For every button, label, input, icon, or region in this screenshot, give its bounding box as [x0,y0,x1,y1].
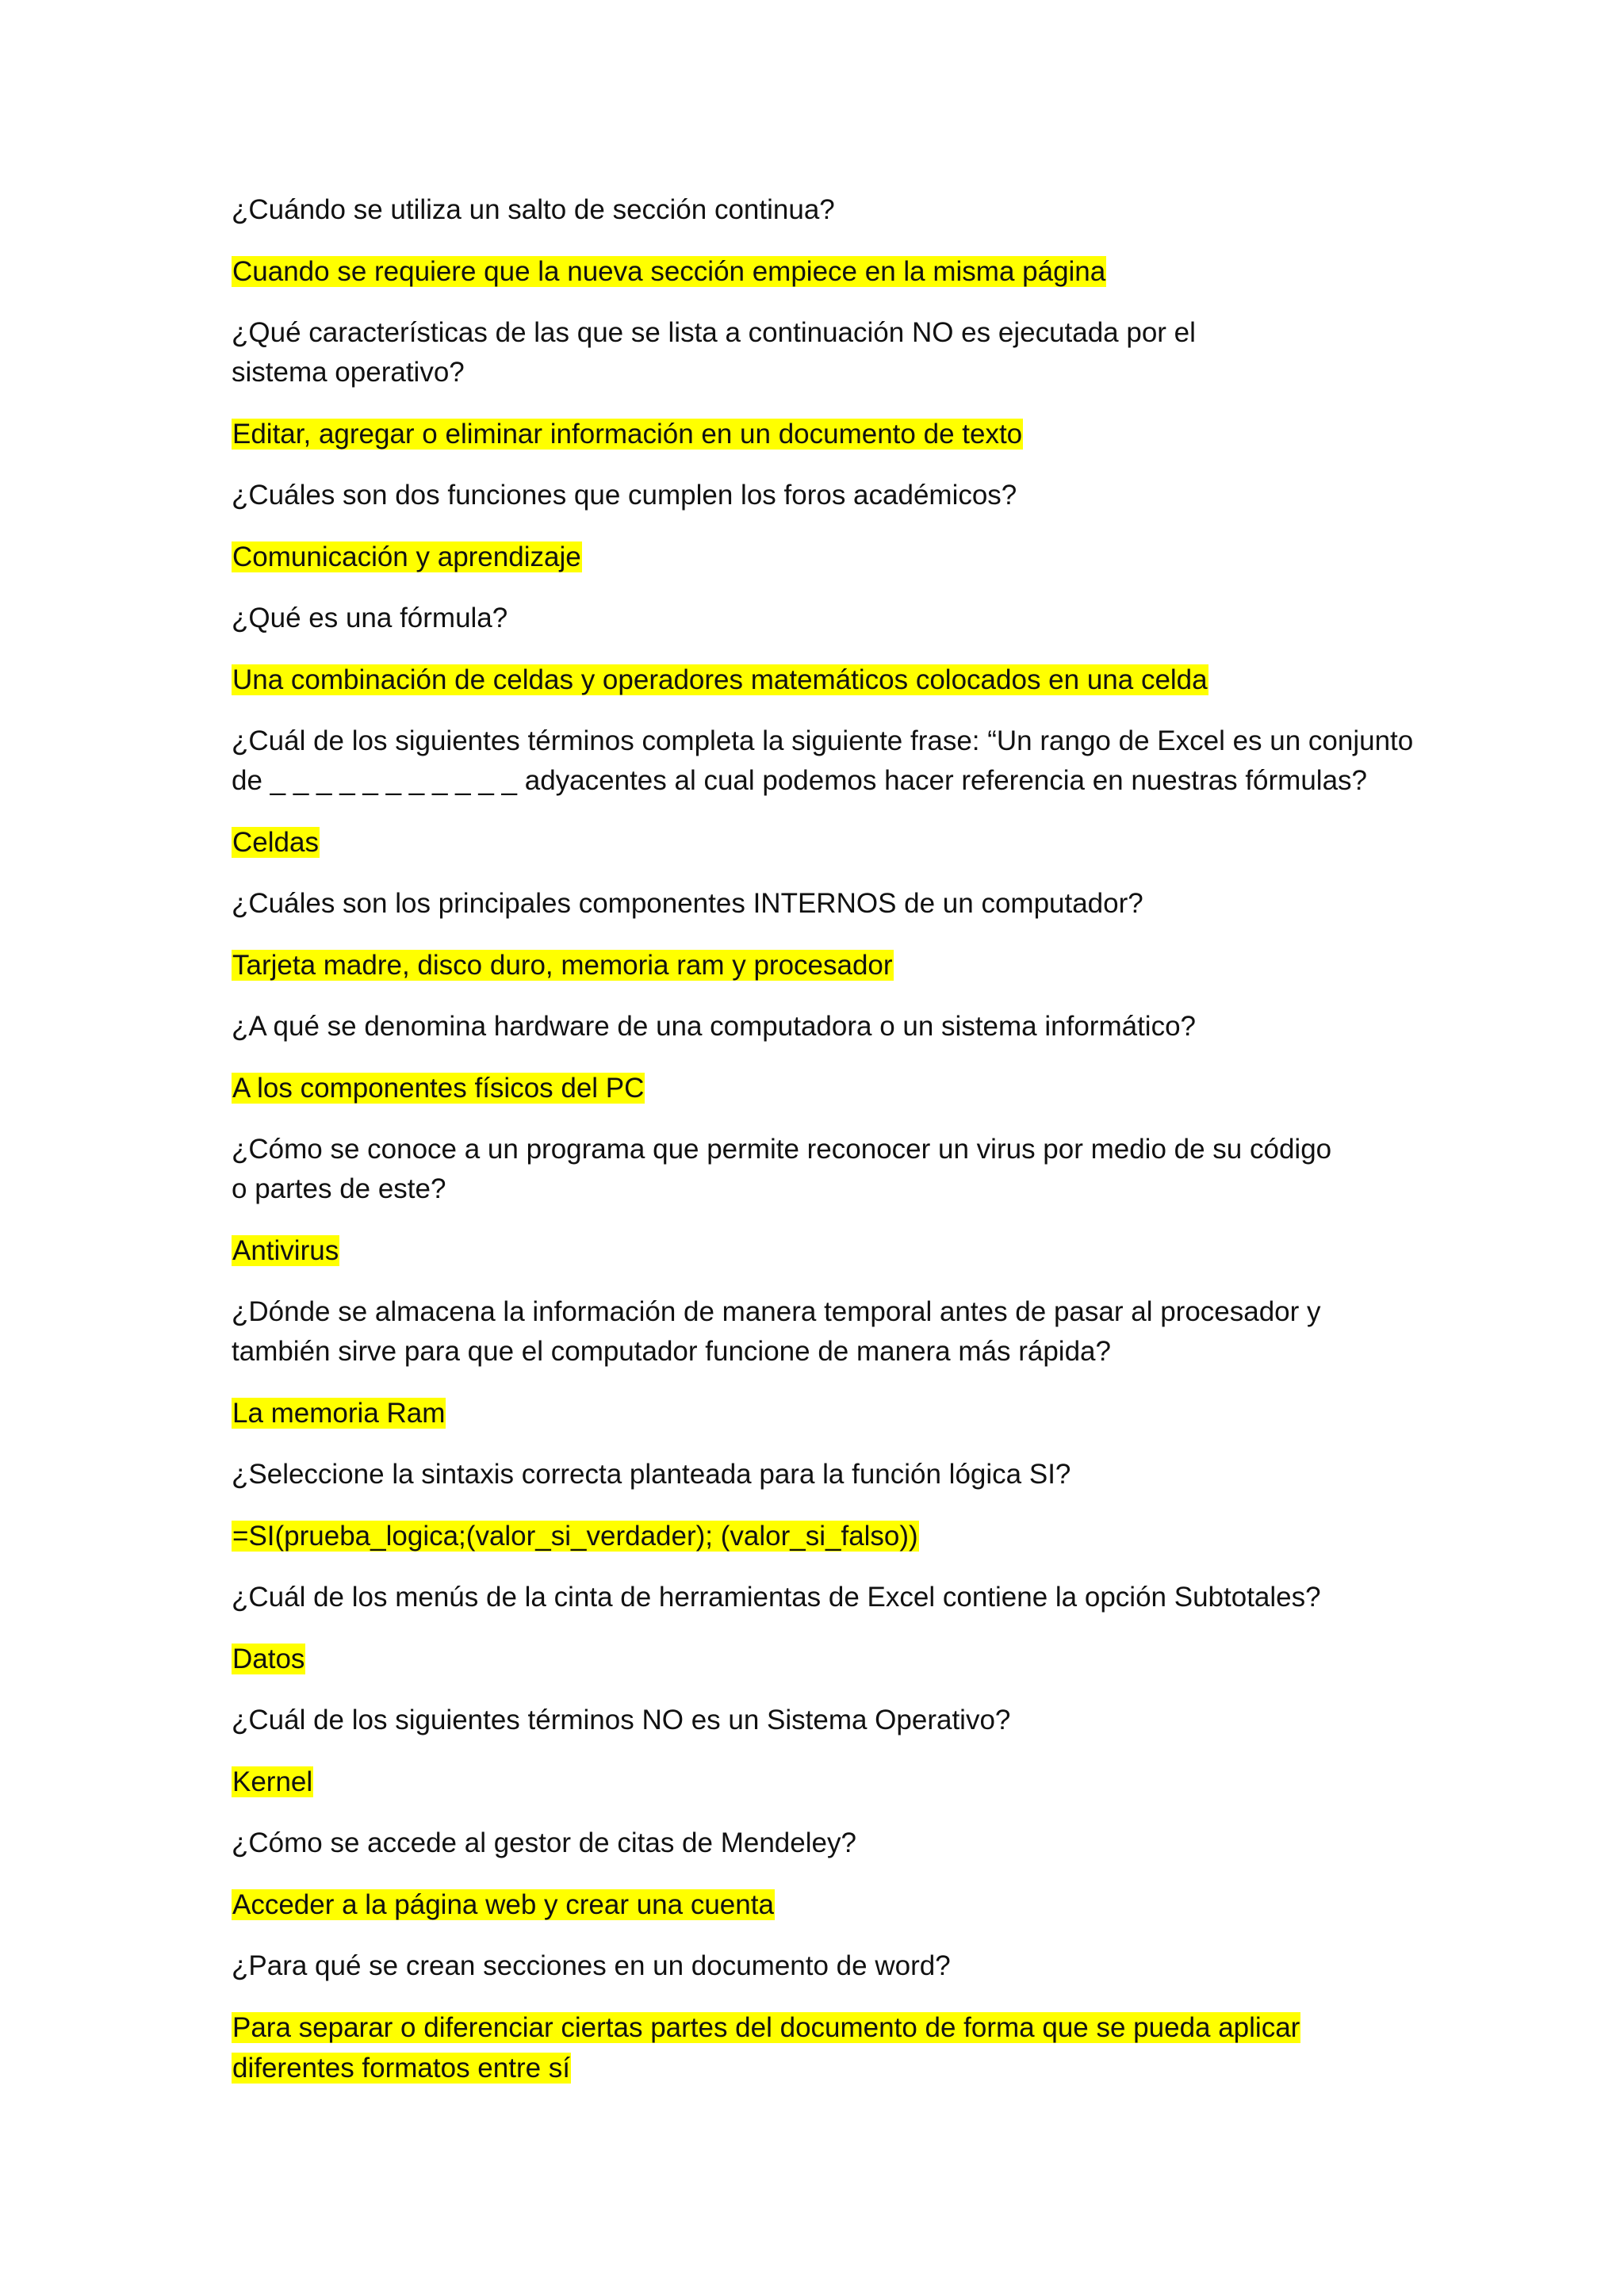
answer-7: A los componentes físicos del PC [232,1073,645,1104]
answer-2: Editar, agregar o eliminar información en un documento de texto [232,419,1023,450]
question-9: ¿Dónde se almacena la información de manera temporal antes de pasar al procesador y también sirve para que el computador funcione de manera más rápida? [232,1296,1321,1367]
question-11: ¿Cuál de los menús de la cinta de herramientas de Excel contiene la opción Subtotales? [232,1582,1321,1613]
answer-14: Para separar o diferenciar ciertas partes del documento de forma que se pueda aplicar diferentes formatos entre sí [232,2012,1300,2084]
answer-13: Acceder a la página web y crear una cuenta [232,1889,774,1920]
question-4: ¿Qué es una fórmula? [232,603,508,633]
answer-12: Kernel [232,1766,313,1797]
question-6: ¿Cuáles son los principales componentes INTERNOS de un computador? [232,888,1143,919]
answer-6: Tarjeta madre, disco duro, memoria ram y procesador [232,950,893,981]
question-2: ¿Qué características de las que se lista a continuación NO es ejecutada por el sistema operativo? [232,317,1196,388]
answer-8: Antivirus [232,1235,339,1266]
answer-3: Comunicación y aprendizaje [232,541,581,572]
question-12: ¿Cuál de los siguientes términos NO es un Sistema Operativo? [232,1705,1011,1735]
answer-9: La memoria Ram [232,1398,446,1429]
answer-11: Datos [232,1644,305,1674]
answer-1: Cuando se requiere que la nueva sección empiece en la misma página [232,256,1106,287]
question-8: ¿Cómo se conoce a un programa que permite reconocer un virus por medio de su código o partes de este? [232,1134,1332,1204]
question-14: ¿Para qué se crean secciones en un documento de word? [232,1950,951,1981]
question-13: ¿Cómo se accede al gestor de citas de Mendeley? [232,1827,856,1858]
question-5: ¿Cuál de los siguientes términos completa la siguiente frase: “Un rango de Excel es un conjunto de _ _ _ _ _ _ _ _ _ _ _ adyacentes al cual podemos hacer referencia en nuestras fórmulas? [232,725,1414,796]
answer-5: Celdas [232,827,319,858]
answer-10: =SI(prueba_logica;(valor_si_verdader); (valor_si_falso)) [232,1521,918,1552]
document-body [232,190,1421,2110]
question-7: ¿A qué se denomina hardware de una computadora o un sistema informático? [232,1011,1196,1042]
question-10: ¿Seleccione la sintaxis correcta planteada para la función lógica SI? [232,1459,1071,1490]
answer-4: Una combinación de celdas y operadores matemáticos colocados en una celda [232,664,1208,695]
question-1: ¿Cuándo se utiliza un salto de sección continua? [232,194,835,225]
question-3: ¿Cuáles son dos funciones que cumplen los foros académicos? [232,480,1017,511]
